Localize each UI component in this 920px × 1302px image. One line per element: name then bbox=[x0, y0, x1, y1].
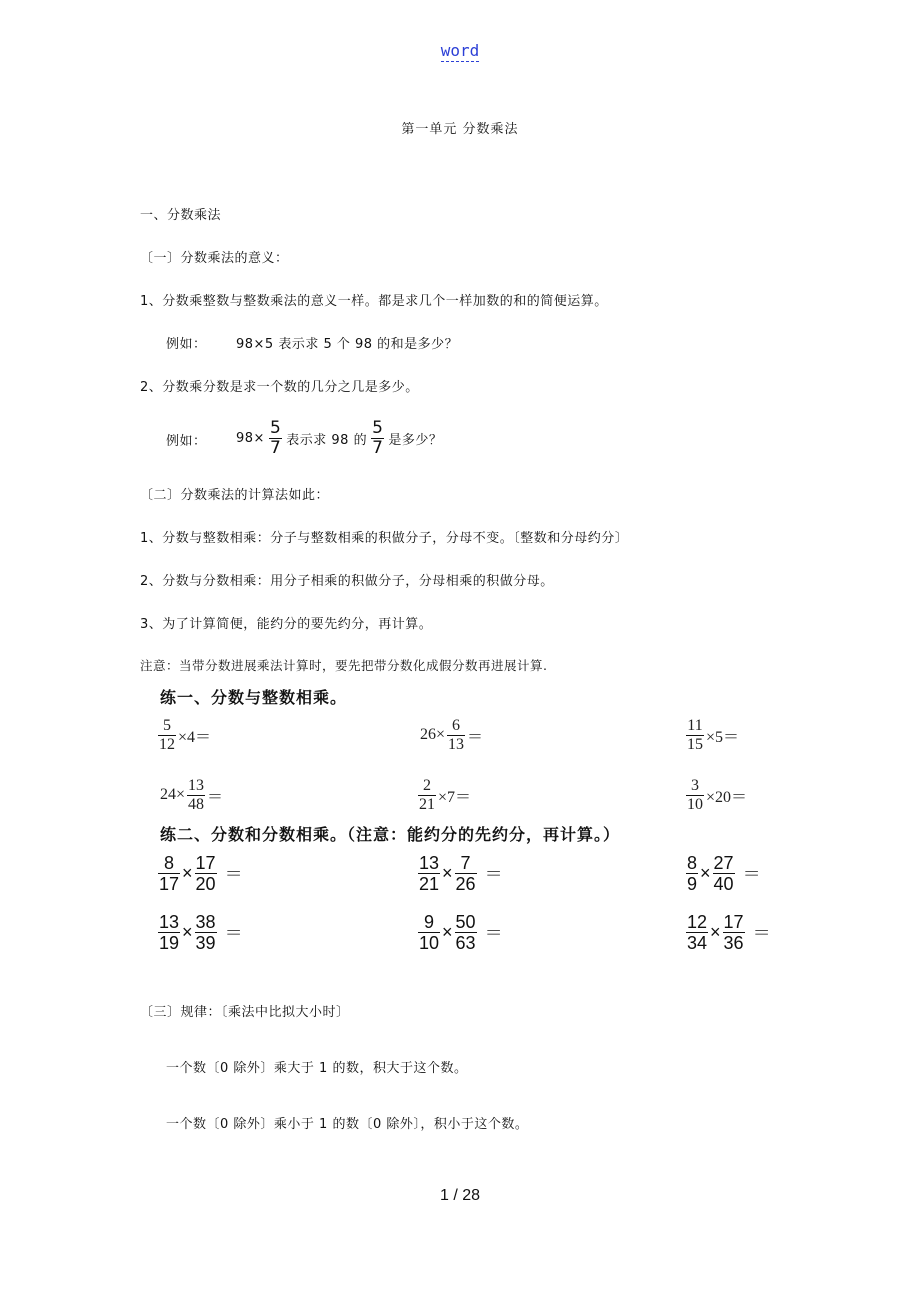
fraction-numerator: 8 bbox=[164, 852, 175, 873]
fraction-numerator: 13 bbox=[188, 776, 205, 794]
exercise-1-problem bbox=[686, 716, 741, 754]
fraction bbox=[686, 854, 698, 893]
fraction-numerator: 13 bbox=[419, 852, 440, 873]
times-sign: × bbox=[710, 921, 721, 942]
fraction-numerator: 17 bbox=[723, 911, 744, 932]
equals-sign: ＝ bbox=[224, 923, 243, 943]
exercise-2-title: 练二、分数和分数相乘。（注意：能约分的先约分，再计算。） bbox=[160, 825, 621, 844]
fraction-denominator: 36 bbox=[723, 932, 744, 953]
fraction-numerator: 5 bbox=[372, 417, 384, 438]
fraction-denominator: 10 bbox=[687, 795, 703, 813]
section-heading: 一、分数乘法 bbox=[140, 208, 222, 223]
times-sign: × bbox=[182, 921, 193, 942]
header-link-text[interactable]: word bbox=[440, 41, 480, 60]
fraction-denominator: 13 bbox=[448, 735, 465, 753]
times-sign: × bbox=[182, 862, 193, 883]
fraction bbox=[686, 718, 704, 753]
fraction-numerator: 5 bbox=[163, 716, 171, 734]
problem-prefix: 26× bbox=[420, 726, 446, 743]
fraction bbox=[158, 913, 180, 952]
exercise-1-problem bbox=[686, 776, 749, 814]
example-2-fraction-b bbox=[371, 417, 384, 458]
exercise-1-title: 练一、分数与整数相乘。 bbox=[160, 688, 348, 707]
problem-suffix: ＝ bbox=[207, 788, 224, 806]
fraction bbox=[195, 854, 217, 893]
fraction-numerator: 13 bbox=[159, 911, 180, 932]
method-rule-2: 2、分数与分数相乘：用分子相乘的积做分子，分母相乘的积做分母。 bbox=[140, 574, 554, 589]
fraction bbox=[455, 854, 477, 893]
page-number: 1 / 28 bbox=[439, 1187, 481, 1204]
fraction-denominator: 40 bbox=[713, 873, 734, 894]
exercise-1-problem bbox=[158, 716, 213, 754]
equals-sign: ＝ bbox=[742, 864, 761, 884]
fraction-denominator: 21 bbox=[419, 873, 440, 894]
fraction-numerator: 8 bbox=[687, 852, 698, 873]
equals-sign: ＝ bbox=[484, 864, 503, 884]
fraction-numerator: 9 bbox=[424, 911, 435, 932]
fraction-numerator: 12 bbox=[687, 911, 708, 932]
fraction-numerator: 7 bbox=[460, 852, 471, 873]
header-word-link[interactable] bbox=[0, 41, 920, 60]
fraction bbox=[195, 913, 217, 952]
fraction-denominator: 21 bbox=[419, 795, 435, 813]
fraction bbox=[447, 718, 465, 753]
exercise-2-problem bbox=[158, 912, 245, 952]
fraction-denominator: 39 bbox=[195, 932, 216, 953]
fraction-numerator: 38 bbox=[195, 911, 216, 932]
problem-suffix: ＝ bbox=[467, 728, 484, 746]
exercise-1-problem bbox=[158, 776, 225, 814]
example-2-middle: 表示求 98 的 bbox=[286, 432, 368, 448]
times-sign: × bbox=[442, 862, 453, 883]
exercise-1-problem bbox=[418, 776, 473, 814]
subsection-heading-meaning: 〔一〕分数乘法的意义： bbox=[140, 251, 289, 266]
exercise-2-problem bbox=[686, 912, 773, 952]
problem-suffix: ×4＝ bbox=[178, 728, 212, 746]
fraction bbox=[418, 854, 440, 893]
fraction bbox=[723, 913, 745, 952]
exercise-1-problem bbox=[418, 716, 485, 754]
example-2-label: 例如： bbox=[166, 434, 207, 449]
problem-suffix: ×20＝ bbox=[706, 788, 748, 806]
fraction bbox=[713, 854, 735, 893]
rule-less-than-one: 一个数〔0 除外〕乘小于 1 的数〔0 除外〕，积小于这个数。 bbox=[166, 1117, 529, 1132]
times-sign: × bbox=[700, 862, 711, 883]
fraction-numerator: 17 bbox=[195, 852, 216, 873]
problem-prefix: 24× bbox=[160, 786, 186, 803]
fraction-denominator: 63 bbox=[455, 932, 476, 953]
equals-sign: ＝ bbox=[752, 923, 771, 943]
meaning-point-1: 1、分数乘整数与整数乘法的意义一样。都是求几个一样加数的和的简便运算。 bbox=[140, 294, 608, 309]
fraction bbox=[686, 913, 708, 952]
fraction-numerator: 2 bbox=[423, 776, 431, 794]
fraction-numerator: 6 bbox=[452, 716, 461, 734]
fraction-denominator: 9 bbox=[687, 873, 698, 894]
example-2-suffix: 是多少？ bbox=[388, 432, 443, 448]
fraction-denominator: 26 bbox=[455, 873, 476, 894]
times-sign: × bbox=[442, 921, 453, 942]
example-1-label: 例如： bbox=[166, 337, 207, 352]
fraction bbox=[187, 778, 205, 813]
rule-greater-than-one: 一个数〔0 除外〕乘大于 1 的数，积大于这个数。 bbox=[166, 1061, 468, 1076]
fraction bbox=[158, 718, 176, 753]
exercise-2-problem bbox=[418, 853, 505, 893]
fraction-numerator: 11 bbox=[687, 716, 703, 734]
fraction-denominator: 34 bbox=[687, 932, 708, 953]
fraction bbox=[455, 913, 477, 952]
exercise-2-problem bbox=[686, 853, 763, 893]
example-2-prefix: 98× bbox=[236, 430, 265, 446]
problem-suffix: ×5＝ bbox=[706, 728, 740, 746]
fraction bbox=[418, 778, 436, 813]
exercise-2-problem bbox=[158, 853, 245, 893]
fraction-denominator: 7 bbox=[372, 437, 384, 458]
problem-suffix: ×7＝ bbox=[438, 788, 472, 806]
fraction-denominator: 48 bbox=[188, 795, 205, 813]
method-rule-1: 1、分数与整数相乘：分子与整数相乘的积做分子，分母不变。〔整数和分母约分〕 bbox=[140, 531, 629, 546]
fraction-denominator: 7 bbox=[269, 437, 282, 458]
equals-sign: ＝ bbox=[484, 923, 503, 943]
fraction-denominator: 10 bbox=[419, 932, 440, 953]
fraction-numerator: 27 bbox=[713, 852, 734, 873]
fraction bbox=[158, 854, 180, 893]
example-2-fraction-a bbox=[269, 417, 282, 458]
fraction bbox=[686, 778, 704, 813]
method-rule-3: 3、为了计算简便，能约分的要先约分，再计算。 bbox=[140, 617, 433, 632]
meaning-point-2: 2、分数乘分数是求一个数的几分之几是多少。 bbox=[140, 380, 419, 395]
example-1-text: 98×5 表示求 5 个 98 的和是多少？ bbox=[236, 337, 459, 352]
equals-sign: ＝ bbox=[224, 864, 243, 884]
exercise-2-problem bbox=[418, 912, 505, 952]
example-2-expression bbox=[236, 415, 442, 461]
fraction-denominator: 12 bbox=[159, 735, 175, 753]
fraction-denominator: 17 bbox=[159, 873, 180, 894]
subsection-heading-rule: 〔三〕规律：〔乘法中比拟大小时〕 bbox=[140, 1005, 350, 1020]
fraction-denominator: 15 bbox=[687, 735, 703, 753]
method-note: 注意：当带分数进展乘法计算时，要先把带分数化成假分数再进展计算. bbox=[140, 658, 548, 673]
fraction-numerator: 3 bbox=[691, 776, 699, 794]
fraction-numerator: 50 bbox=[455, 911, 476, 932]
subsection-heading-method: 〔二〕分数乘法的计算法如此： bbox=[140, 488, 330, 503]
fraction-denominator: 20 bbox=[195, 873, 216, 894]
fraction-numerator: 5 bbox=[269, 417, 282, 438]
fraction bbox=[418, 913, 440, 952]
fraction-denominator: 19 bbox=[159, 932, 180, 953]
unit-title: 第一单元 分数乘法 bbox=[401, 122, 519, 137]
